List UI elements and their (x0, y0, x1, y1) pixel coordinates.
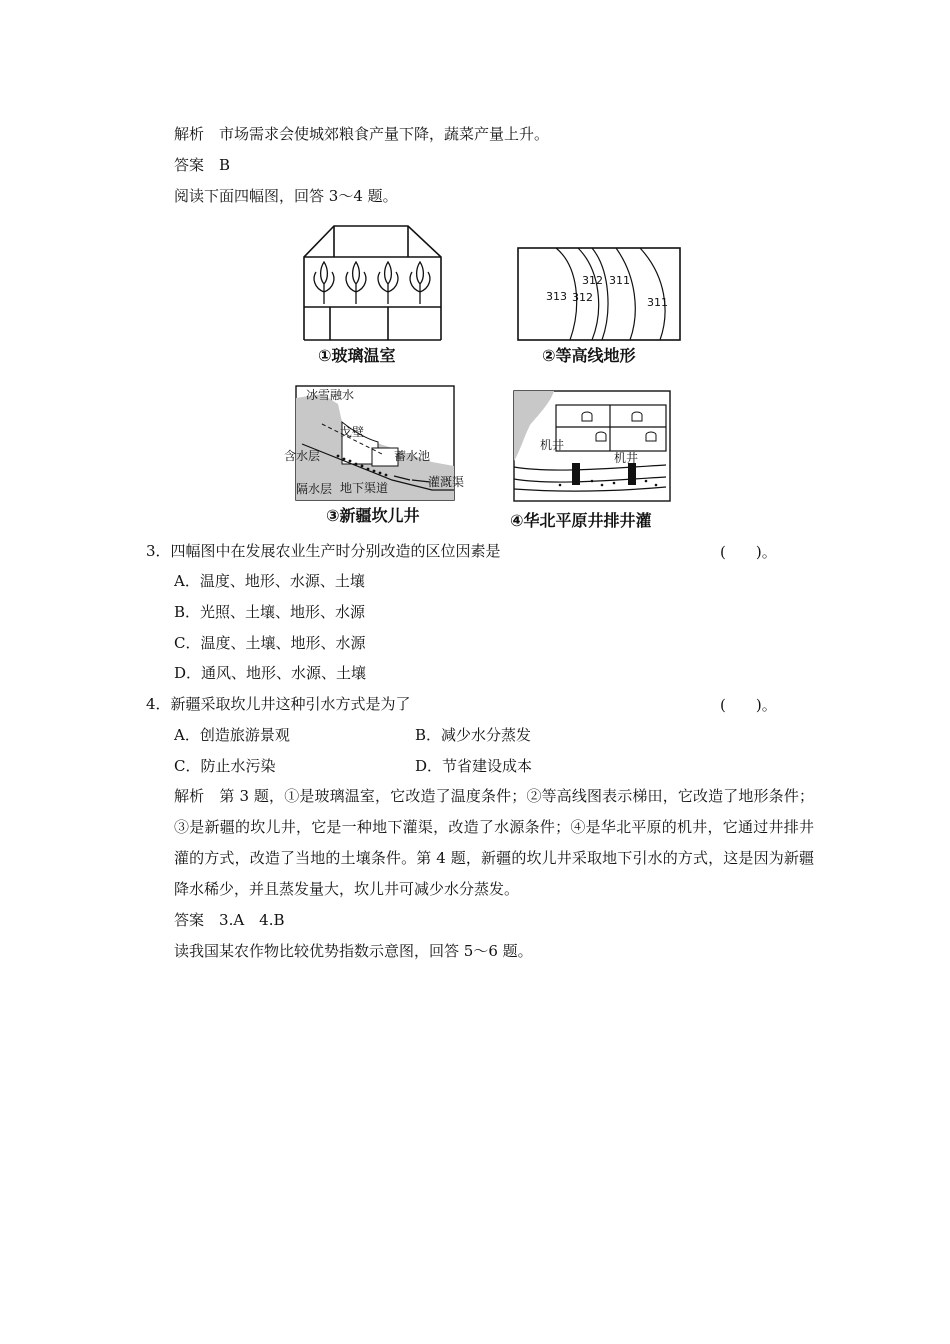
q3-option: B．光照、土壤、地形、水源 (174, 603, 366, 621)
analysis-3-4 (174, 781, 814, 905)
analysis-text: 第 3 题，①是玻璃温室，它改造了温度条件；②等高线图表示梯田，它改造了地形条件；③是新疆的坎儿井，它是一种地下灌渠，改造了水源条件；④是华北平原的机井，它通过井排井灌的方式，改造了当地的土壤条件。第 4 题，新疆的坎儿井采取地下引水的方式，这是因为新疆降水稀少，并且蒸发量大，坎儿井可减少水分蒸发。 (174, 787, 814, 898)
contour-label: 311 (647, 296, 668, 309)
fig1-caption: ①玻璃温室 (318, 346, 396, 365)
fig3-caption: ③新疆坎儿井 (326, 506, 420, 525)
q4-option: D．节省建设成本 (415, 757, 533, 775)
prev-analysis (174, 124, 549, 144)
q3-option: D．通风、地形、水源、土壤 (174, 664, 367, 682)
intro-3-4: 阅读下面四幅图，回答 3～4 题。 (174, 187, 398, 205)
contour-label: 313 (546, 290, 567, 303)
answer-label: 答案 (174, 911, 205, 929)
q3-blank: ( )。 (720, 543, 777, 561)
aquiclude-label: 隔水层 (296, 482, 333, 496)
intro-5-6: 读我国某农作物比较优势指数示意图，回答 5～6 题。 (174, 942, 533, 960)
gobi-label: 戈壁 (340, 425, 365, 439)
underground-channel-label: 地下渠道 (340, 481, 389, 495)
well-left-label: 机井 (540, 438, 565, 452)
karez-figure (282, 384, 465, 502)
q3-stem: 3．四幅图中在发展农业生产时分别改造的区位因素是 (146, 542, 501, 560)
q4-option: C．防止水污染 (174, 757, 276, 775)
prev-analysis-text: 市场需求会使城郊粮食产量下降，蔬菜产量上升。 (219, 125, 550, 143)
prev-answer-label: 答案 (174, 156, 205, 174)
q4-stem: 4．新疆采取坎儿井这种引水方式是为了 (146, 695, 411, 713)
reservoir-label: 蓄水池 (394, 449, 431, 463)
q3-option: C．温度、土壤、地形、水源 (174, 634, 366, 652)
irrigation-canal-label: 灌溉渠 (428, 475, 465, 489)
q4-option: A．创造旅游景观 (174, 726, 290, 744)
prev-answer-text: B (219, 156, 231, 174)
contour-label: 312 (582, 274, 603, 287)
q4-option: B．减少水分蒸发 (415, 726, 532, 744)
aquifer-label: 含水层 (284, 449, 321, 463)
answer-text: 3.A 4.B (219, 911, 285, 929)
prev-analysis-label: 解析 (174, 125, 205, 143)
well-right-label: 机井 (614, 451, 639, 465)
q4-blank: ( )。 (720, 696, 777, 714)
contour-figure (516, 246, 682, 342)
fig2-caption: ②等高线地形 (542, 346, 636, 365)
analysis-label: 解析 (174, 787, 205, 805)
answer-3-4 (174, 910, 285, 930)
contour-label: 312 (572, 291, 593, 304)
q3-option: A．温度、地形、水源、土壤 (174, 572, 365, 590)
meltwater-label: 冰雪融水 (306, 388, 355, 402)
prev-answer (174, 155, 230, 175)
contour-label: 311 (609, 274, 630, 287)
fig4-caption: ④华北平原井排井灌 (510, 511, 652, 530)
well-irrigation-figure (510, 389, 674, 503)
greenhouse-figure (300, 222, 445, 342)
